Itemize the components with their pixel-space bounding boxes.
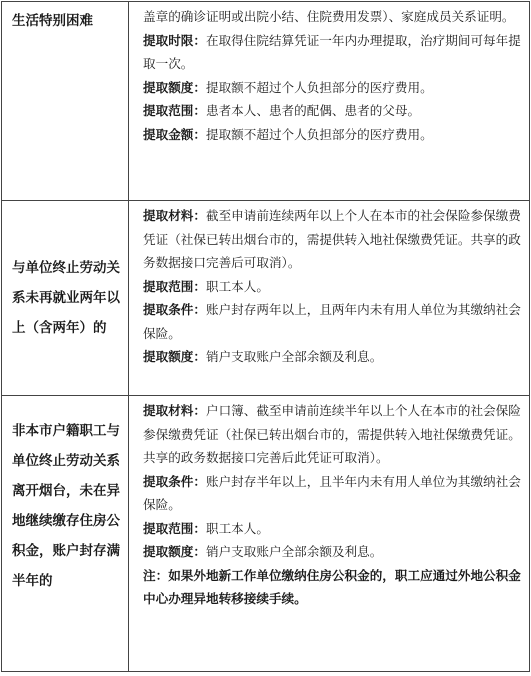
item-label: 提取材料：: [143, 403, 206, 418]
item-text: 提取额不超过个人负担部分的医疗费用。: [205, 126, 433, 142]
content-item: [143, 399, 523, 470]
item-text: 在取得住院结算凭证一年内办理提取，治疗期间可每年提取一次。: [143, 32, 521, 71]
item-text: 账户封存半年以上，且半年内未有用人单位为其缴纳社会保险。: [143, 473, 521, 512]
item-text: 账户封存两年以上，且两年内未有用人单位为其缴纳社会保险。: [143, 302, 521, 341]
content-item: [143, 29, 523, 76]
item-label: 提取时限：: [143, 32, 206, 48]
content-cell: [129, 201, 530, 396]
content-item: [143, 99, 523, 123]
note-text: 注：如果外地新工作单位缴纳住房公积金的，职工应通过外地公积金中心办理异地转移接续手续。: [143, 567, 521, 606]
category-label: 非本市户籍职工与单位终止劳动关系离开烟台，未在异地继续缴存住房公积金，账户封存满半年的: [12, 423, 120, 589]
withdrawal-table: [1, 1, 530, 672]
item-text: 截至申请前连续两年以上个人在本市的社会保险参保缴费凭证（社保已转出烟台市的，需提供转入地社保缴费凭证。共享的政务数据接口完善后可取消）。: [143, 208, 521, 270]
item-label: 提取范围：: [143, 278, 206, 294]
item-label: 提取条件：: [143, 302, 206, 317]
item-text: 销户支取账户全部余额及利息。: [205, 544, 383, 559]
item-text: 职工本人。: [205, 278, 269, 294]
content-item: [143, 275, 523, 299]
category-label: 生活特别困难: [12, 13, 93, 29]
item-label: 提取范围：: [143, 520, 206, 536]
content-item: [143, 517, 523, 541]
item-text: 提取额不超过个人负担部分的医疗费用。: [205, 79, 433, 95]
content-item: [143, 204, 523, 275]
item-label: 提取条件：: [143, 473, 206, 489]
table-row: [2, 201, 530, 396]
item-text: 职工本人。: [205, 520, 269, 536]
content-cell: [129, 2, 530, 201]
content-item: [143, 470, 523, 517]
content-item: [143, 345, 523, 369]
category-cell: [2, 396, 129, 672]
item-text: 户口簿、截至申请前连续半年以上个人在本市的社会保险参保缴费凭证（社保已转出烟台市的，需提供转入地社保缴费凭证。共享的政务数据接口完善后此凭证可取消）。: [143, 403, 521, 465]
item-text: 盖章的确诊证明或出院小结、住院费用发票）、家庭成员关系证明。: [143, 9, 515, 24]
content-item: [143, 76, 523, 100]
content-cell: [129, 396, 530, 672]
item-label: 提取额度：: [143, 79, 206, 95]
item-label: 提取材料：: [143, 208, 206, 223]
category-cell: [2, 2, 129, 201]
table-row: [2, 396, 530, 672]
item-label: 提取额度：: [143, 349, 206, 364]
content-item: [143, 5, 523, 29]
content-item: [143, 540, 523, 564]
item-text: 患者本人、患者的配偶、患者的父母。: [205, 103, 421, 118]
content-item: [143, 298, 523, 345]
item-text: 销户支取账户全部余额及利息。: [205, 349, 383, 364]
category-cell: [2, 201, 129, 396]
item-label: 提取范围：: [143, 103, 206, 118]
content-item: [143, 123, 523, 147]
item-label: 提取金额：: [143, 126, 206, 142]
item-label: 提取额度：: [143, 544, 206, 559]
category-label: 与单位终止劳动关系未再就业两年以上（含两年）的: [12, 260, 120, 336]
table-row: [2, 2, 530, 201]
